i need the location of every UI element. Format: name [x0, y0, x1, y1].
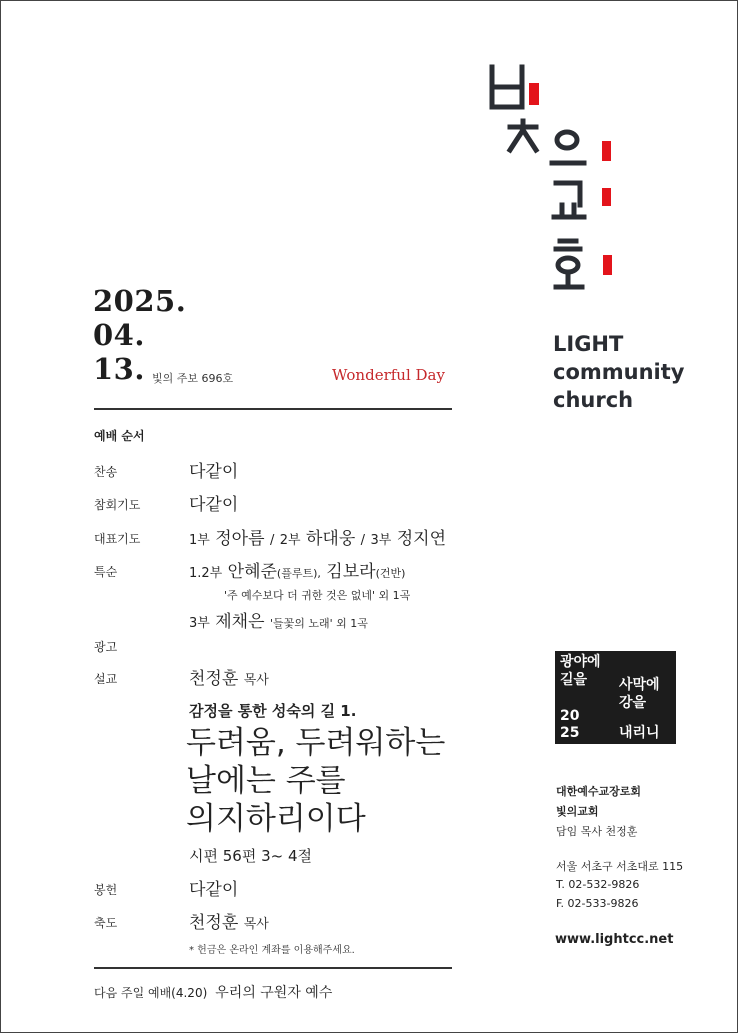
special-line-1	[189, 557, 405, 582]
prayer-value	[189, 524, 446, 549]
benediction-label: 축도	[94, 916, 118, 930]
benediction-name: 천정훈	[189, 913, 239, 933]
hymn-label: 찬송	[94, 465, 118, 479]
date-year: 2025.	[93, 284, 187, 318]
sermon-preacher-title: 목사	[243, 673, 269, 688]
website-link[interactable]: www.lightcc.net	[555, 932, 674, 947]
church-logo	[470, 55, 630, 305]
special-name-2: 김보라	[326, 562, 376, 582]
brand-line-1: LIGHT	[553, 332, 624, 356]
sermon-title-line-1: 두려움, 두려워하는	[186, 725, 446, 761]
denomination: 대한예수교장로회	[556, 785, 642, 798]
badge-line-3: 사막에	[619, 677, 660, 693]
prayer-name-2: 하대웅	[305, 529, 356, 549]
date-month: 04.	[93, 318, 145, 352]
special-label: 특순	[94, 565, 118, 579]
badge-line-5: 내리니	[619, 725, 660, 741]
issue-number: 빛의 주보 696호	[152, 372, 234, 385]
sermon-subtitle: 감정을 통한 성숙의 길 1.	[189, 702, 357, 720]
benediction-title: 목사	[243, 917, 269, 932]
order-title: 예배 순서	[94, 429, 145, 443]
bottom-divider	[94, 967, 452, 969]
special-role-2: (건반)	[375, 567, 406, 580]
brand-wordmark	[553, 330, 684, 414]
offering-value: 다같이	[189, 880, 239, 900]
special-part-1: 1.2부	[189, 566, 223, 581]
sermon-title-line-3: 의지하리이다	[186, 801, 366, 837]
year-theme-badge	[555, 651, 676, 744]
prayer-part-2: 2부	[279, 533, 301, 548]
sermon-label: 설교	[94, 672, 118, 686]
badge-line-1: 광야에	[560, 654, 601, 670]
date-day: 13.	[93, 352, 145, 386]
hymn-value: 다같이	[189, 462, 239, 482]
church-name: 빛의교회	[556, 805, 599, 818]
benediction-line	[189, 908, 269, 933]
prayer-part-3: 3부	[370, 533, 392, 548]
confession-label: 참회기도	[94, 498, 141, 512]
badge-line-2: 길을	[560, 672, 588, 688]
special-line-2: '주 예수보다 더 귀한 것은 없네' 외 1곡	[224, 589, 411, 602]
sermon-title-line-2: 날에는 주를	[186, 763, 346, 799]
pastor: 담임 목사 천정훈	[556, 825, 638, 838]
special-role-1: (플루트),	[276, 567, 321, 580]
prayer-name-3: 정지연	[396, 529, 446, 549]
special-song-3: '들꽃의 노래' 외 1곡	[269, 617, 368, 630]
offering-note: * 헌금은 온라인 계좌를 이용해주세요.	[189, 945, 355, 956]
special-name-3: 제채은	[215, 612, 265, 632]
theme-title: Wonderful Day	[332, 366, 445, 384]
sermon-preacher: 천정훈	[189, 669, 239, 689]
offering-label: 봉헌	[94, 883, 118, 897]
prayer-sep-2: /	[360, 533, 366, 548]
next-service-title: 우리의 구원자 예수	[215, 985, 333, 1001]
confession-value: 다같이	[189, 495, 239, 515]
brand-line-2: community	[553, 360, 685, 384]
brand-line-3: church	[553, 388, 634, 412]
special-line-3	[189, 607, 368, 632]
prayer-name-1: 정아름	[215, 529, 265, 549]
sermon-scripture: 시편 56편 3~ 4절	[189, 847, 313, 865]
phone: T. 02-532-9826	[556, 878, 640, 891]
badge-year-1: 20	[560, 708, 580, 724]
badge-line-4: 강을	[619, 695, 647, 711]
fax: F. 02-533-9826	[556, 897, 639, 910]
next-service	[94, 982, 332, 1002]
prayer-part-1: 1부	[189, 533, 210, 548]
top-divider	[94, 408, 452, 410]
prayer-label: 대표기도	[94, 532, 141, 546]
special-name-1: 안혜준	[227, 562, 277, 582]
badge-year-2: 25	[560, 725, 580, 741]
next-service-label: 다음 주일 예배(4.20)	[94, 986, 208, 1000]
prayer-sep-1: /	[269, 533, 275, 548]
sermon-preacher-line	[189, 664, 269, 689]
address: 서울 서초구 서초대로 115	[556, 860, 684, 873]
special-part-3: 3부	[189, 616, 210, 631]
announce-label: 광고	[94, 640, 118, 654]
